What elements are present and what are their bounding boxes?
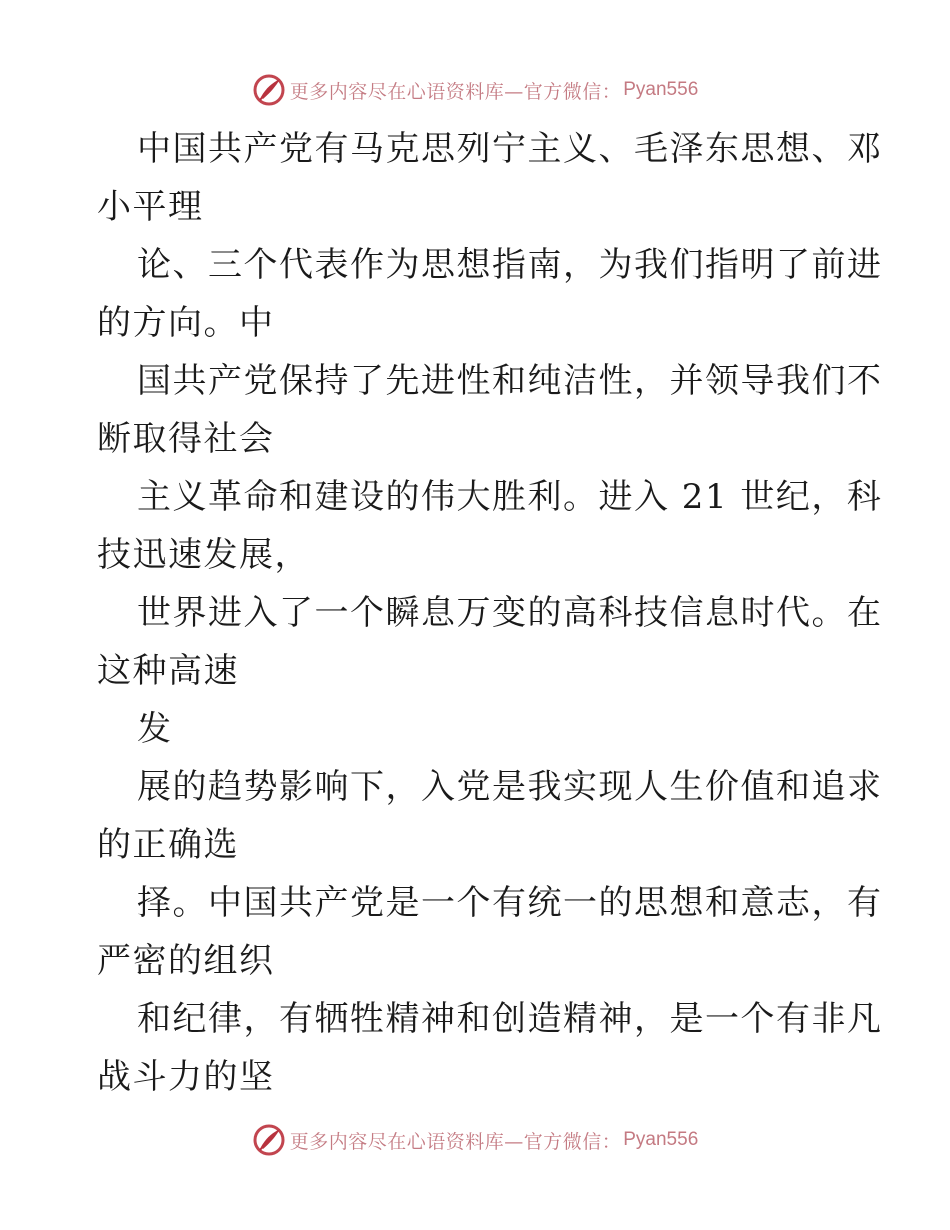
body-line: 世界进入了一个瞬息万变的高科技信息时代。在 bbox=[137, 593, 883, 633]
footer-watermark-id: Pyan556 bbox=[623, 1129, 699, 1150]
body-line: 小平理 bbox=[97, 187, 204, 227]
body-line: 这种高速 bbox=[97, 651, 239, 691]
body-line: 主义革命和建设的伟大胜利。进入 21 世纪，科 bbox=[137, 477, 883, 517]
quill-logo-icon bbox=[252, 73, 286, 107]
document-body bbox=[97, 120, 883, 1106]
body-line: 国共产党保持了先进性和纯洁性，并领导我们不 bbox=[137, 361, 883, 401]
body-line: 的正确选 bbox=[97, 825, 239, 865]
header-watermark-banner bbox=[0, 70, 950, 110]
footer-watermark-banner bbox=[0, 1120, 950, 1160]
body-line: 中国共产党有马克思列宁主义、毛泽东思想、邓 bbox=[137, 129, 883, 169]
body-line: 择。中国共产党是一个有统一的思想和意志，有 bbox=[137, 883, 883, 923]
body-line: 论、三个代表作为思想指南，为我们指明了前进 bbox=[137, 245, 883, 285]
body-line: 技迅速发展， bbox=[97, 535, 310, 575]
body-line: 展的趋势影响下，入党是我实现人生价值和追求 bbox=[137, 767, 883, 807]
body-line: 战斗力的坚 bbox=[97, 1057, 275, 1097]
body-paragraph bbox=[97, 120, 883, 1106]
footer-watermark-text: 更多内容尽在心语资料库—官方微信： bbox=[289, 1130, 622, 1153]
header-watermark-text: 更多内容尽在心语资料库—官方微信： bbox=[289, 80, 622, 103]
header-watermark-id: Pyan556 bbox=[623, 79, 699, 100]
body-line: 严密的组织 bbox=[97, 941, 275, 981]
quill-logo-icon bbox=[252, 1123, 286, 1157]
body-line: 和纪律，有牺牲精神和创造精神，是一个有非凡 bbox=[137, 999, 883, 1039]
body-line: 断取得社会 bbox=[97, 419, 275, 459]
body-line: 发 bbox=[137, 709, 173, 749]
body-line: 的方向。中 bbox=[97, 303, 275, 343]
